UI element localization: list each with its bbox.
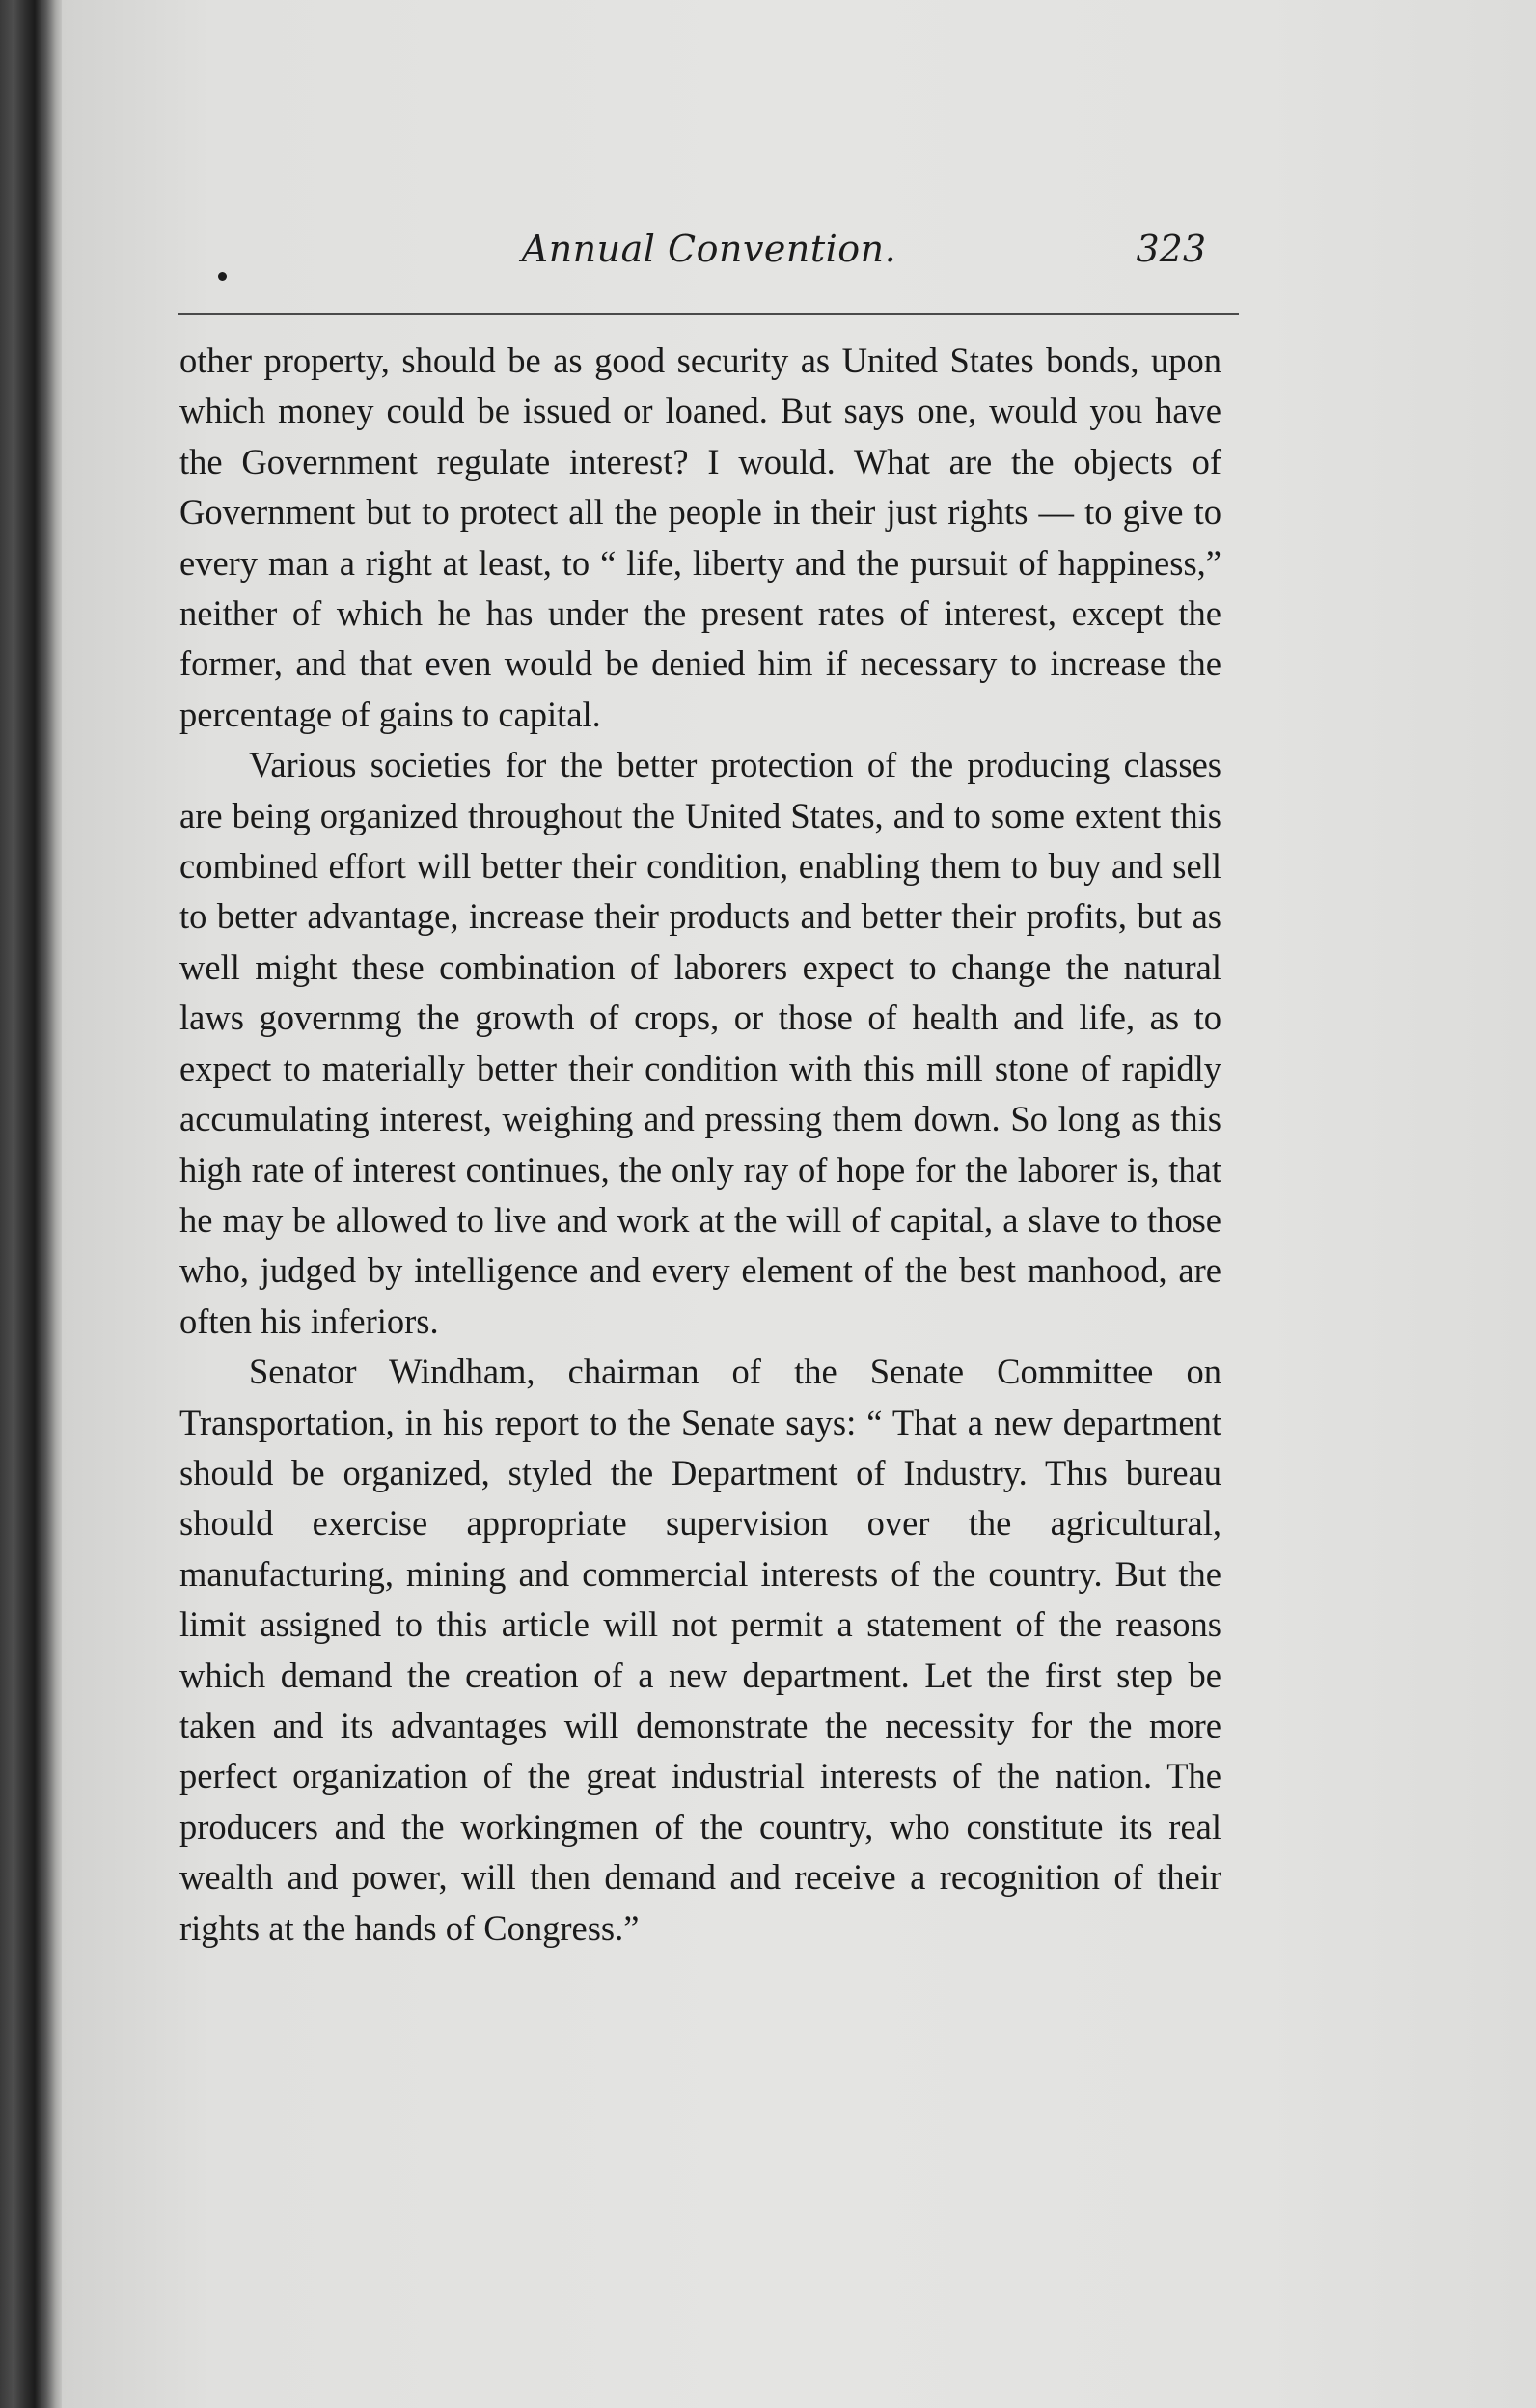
page-header [183,228,1235,286]
paragraph-1: other property, should be as good security as United States bonds, upon which money could be issued or loaned. But says one, would you have the Government regulate interest? I would. What are the objects of Government but to protect all the people in their just rights — to give to every man a right at least, to “ life, liberty and the pursuit of happiness,” neither of which he has under the present rates of interest, except the former, and that even would be denied him if necessary to increase the percentage of gains to capital. [179,341,1221,734]
book-spine [0,0,62,2408]
header-rule [178,313,1239,315]
paragraph-2: Various societies for the better protection of the producing classes are being organized throughout the United States, and to some extent this combined effort will better their condition, enabling them to buy and sell to better advantage, increase their products and better their profits, but as well might these combination of laborers expect to change the natural laws governmg the growth of crops, or those of health and life, as to expect to materially better their condition with this mill stone of rapidly accumulating interest, weighing and pressing them down. So long as this high rate of interest continues, the only ray of hope for the laborer is, that he may be allowed to live and work at the will of capital, a slave to those who, judged by intelligence and every element of the best manhood, are often his inferiors. [179,745,1221,1341]
header-dot [218,272,227,281]
body-text [179,336,1221,1954]
paragraph-3: Senator Windham, chairman of the Senate Committee on Transportation, in his report to the Senate says: “ That a new department should be organized, styled the Department of Industry. Thıs bureau should exercise appropriate supervision over the agricultural, manufacturing, mining and commercial interests of the country. But the limit assigned to this article will not permit a statement of the reasons which demand the creation of a new department. Let the first step be taken and its advantages will demonstrate the necessity for the more perfect organization of the great industrial interests of the nation. The producers and the workingmen of the country, who constitute its real wealth and power, will then demand and receive a recognition of their rights at the hands of Congress.” [179,1352,1221,1948]
page-number: 323 [1136,228,1206,270]
running-title: Annual Convention. [521,228,897,270]
